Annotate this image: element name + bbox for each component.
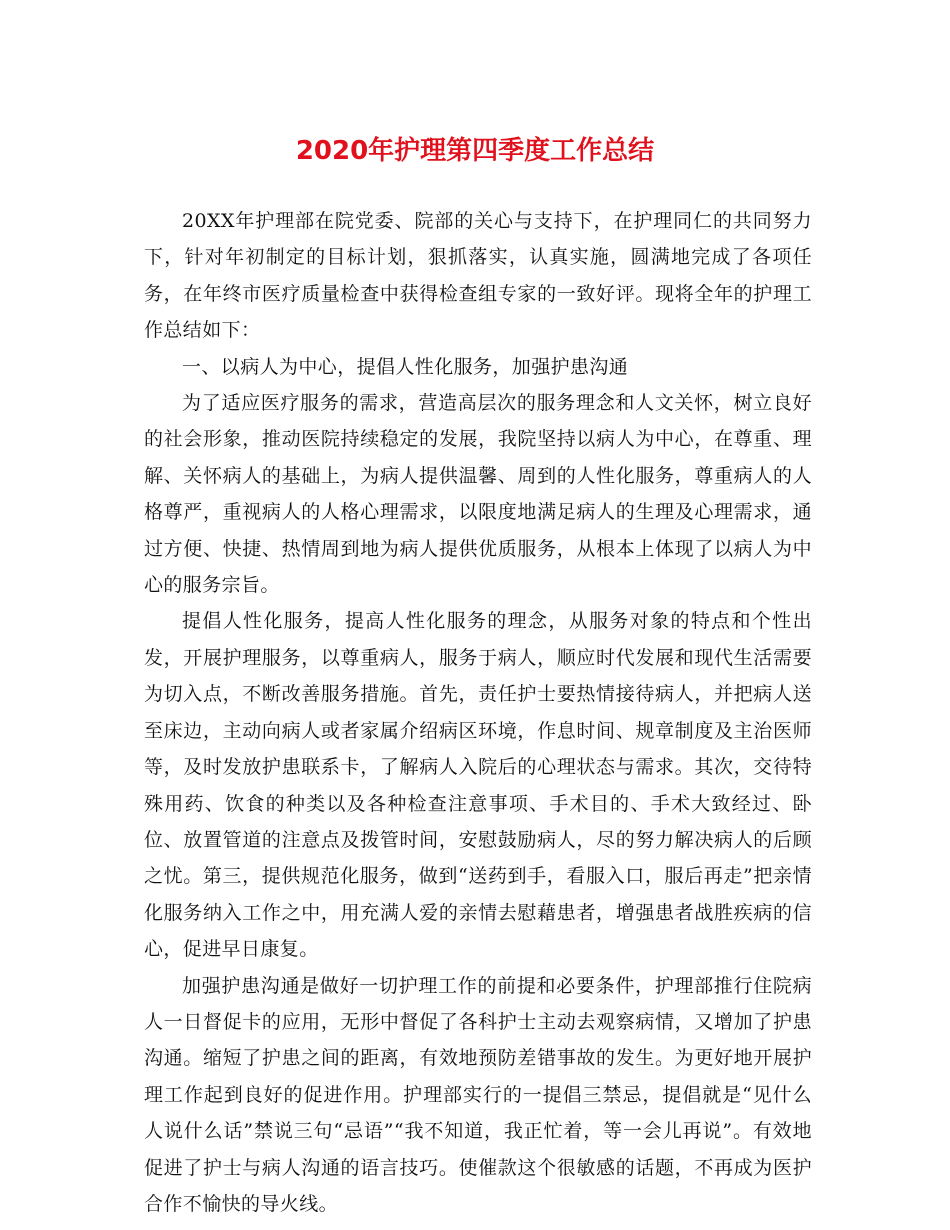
section-heading-1: 一、以病人为中心，提倡人性化服务，加强护患沟通 — [182, 355, 629, 378]
paragraph-communication: 加强护患沟通是做好一切护理工作的前提和必要条件，护理部推行住院病人一日督促卡的应用，无形中督促了各科护士主动去观察病情，又增加了护患沟通。缩短了护患之间的距离，有效地预防差错事故的发生。为更好地开展护理工作起到良好的促进作用。护理部实行的一提倡三禁忌，提倡就是“见什么人说什么话”禁说三句“忌语”“我不知道，我正忙着，等一会儿再说”。有效地促进了护士与病人沟通的语言技巧。使催款这个很敏感的话题，不再成为医护合作不愉快的导火线。 — [144, 974, 812, 1215]
paragraph-service-philosophy: 为了适应医疗服务的需求，营造高层次的服务理念和人文关怀，树立良好的社会形象，推动医院持续稳定的发展，我院坚持以病人为中心，在尊重、理解、关怀病人的基础上，为病人提供温馨、周到的人性化服务，尊重病人的人格尊严，重视病人的人格心理需求，以限度地满足病人的生理及心理需求，通过方便、快捷、热情周到地为病人提供优质服务，从根本上体现了以病人为中心的服务宗旨。 — [144, 392, 812, 597]
document-title: 2020年护理第四季度工作总结 — [295, 136, 655, 166]
document-body — [144, 203, 812, 1222]
paragraph-humanized-service: 提倡人性化服务，提高人性化服务的理念，从服务对象的特点和个性出发，开展护理服务，以尊重病人，服务于病人，顺应时代发展和现代生活需要为切入点，不断改善服务措施。首先，责任护士要热情接待病人，并把病人送至床边，主动向病人或者家属介绍病区环境，作息时间、规章制度及主治医师等，及时发放护患联系卡，了解病人入院后的心理状态与需求。其次，交待特殊用药、饮食的种类以及各种检查注意事项、手术目的、手术大致经过、卧位、放置管道的注意点及拨管时间，安慰鼓励病人，尽的努力解决病人的后顾之忧。第三，提供规范化服务，做到“送药到手，看服入口，服后再走”把亲情化服务纳入工作之中，用充满人爱的亲情去慰藉患者，增强患者战胜疾病的信心，促进早日康复。 — [144, 610, 812, 961]
paragraph-intro: 20XX年护理部在院党委、院部的关心与支持下，在护理同仁的共同努力下，针对年初制定的目标计划，狠抓落实，认真实施，圆满地完成了各项任务，在年终市医疗质量检查中获得检查组专家的一致好评。现将全年的护理工作总结如下： — [144, 210, 812, 342]
